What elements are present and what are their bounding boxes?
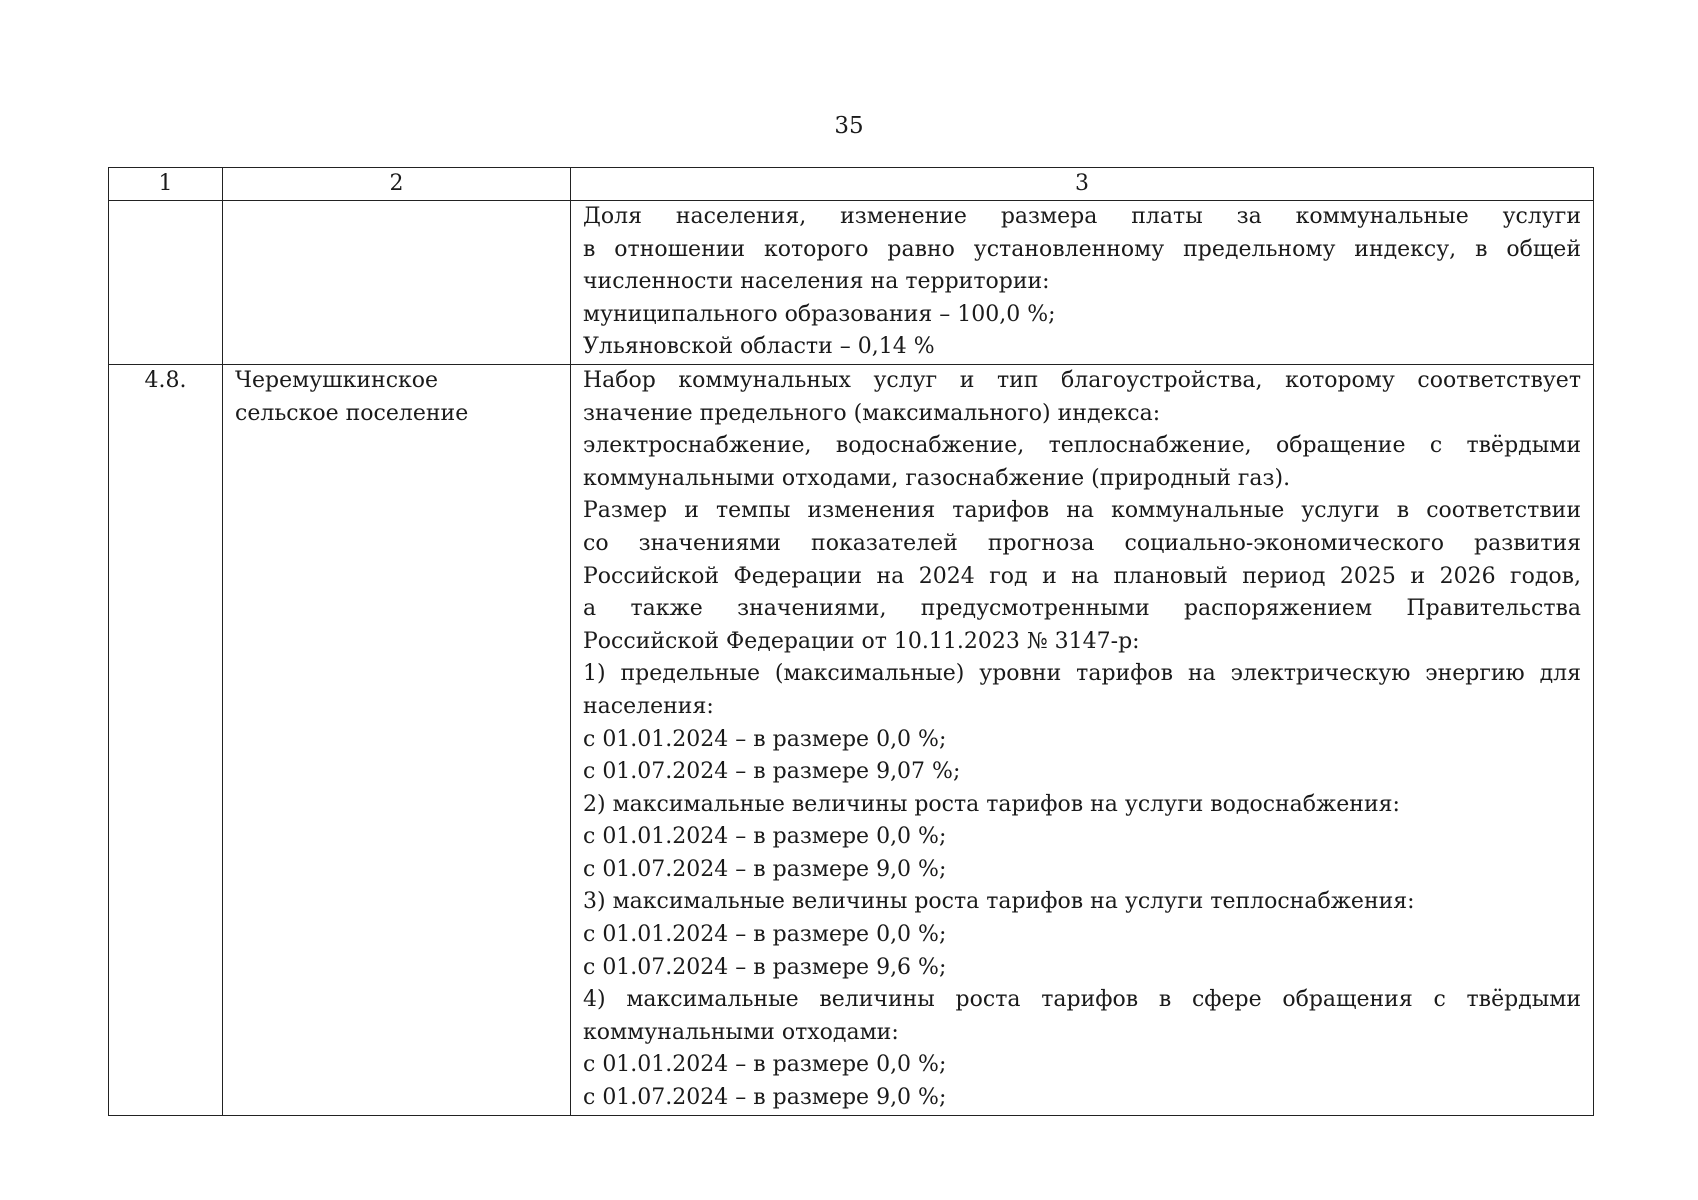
text-line: с 01.01.2024 – в размере 0,0 %; bbox=[583, 726, 947, 752]
cell-content-4-8 bbox=[571, 364, 1594, 1115]
text-line: с 01.01.2024 – в размере 0,0 %; bbox=[583, 1052, 947, 1078]
table-row-4-8 bbox=[109, 364, 1594, 1115]
text-line: численности населения на территории: bbox=[583, 269, 1050, 295]
text-line: Размер и темпы изменения тарифов на коммунальные услуги в соответствии bbox=[583, 498, 1581, 524]
page-number: 35 bbox=[834, 113, 864, 139]
row-4-8-text bbox=[583, 365, 1581, 1115]
text-line: Набор коммунальных услуг и тип благоустройства, которому соответствует bbox=[583, 367, 1581, 393]
text-line: Доля населения, изменение размера платы за коммунальные услуги bbox=[583, 204, 1581, 229]
cell-number-empty bbox=[109, 201, 223, 365]
cell-settlement-name bbox=[223, 364, 571, 1115]
text-line: со значениями показателей прогноза социально-экономического развития bbox=[583, 530, 1581, 556]
header-col-2: 2 bbox=[223, 168, 571, 201]
text-line: Ульяновской области – 0,14 % bbox=[583, 334, 935, 360]
tariff-table bbox=[108, 167, 1594, 1116]
text-line: электроснабжение, водоснабжение, теплоснабжение, обращение с твёрдыми bbox=[583, 433, 1581, 459]
settlement-name-line-1: Черемушкинское bbox=[235, 367, 439, 393]
text-line: коммунальными отходами: bbox=[583, 1019, 899, 1045]
text-line: Российской Федерации от 10.11.2023 № 3147-р: bbox=[583, 628, 1140, 654]
text-line: с 01.01.2024 – в размере 0,0 %; bbox=[583, 824, 947, 850]
text-line: значение предельного (максимального) индекса: bbox=[583, 400, 1161, 426]
cell-content-continuation bbox=[571, 201, 1594, 365]
text-line: Российской Федерации на 2024 год и на плановый период 2025 и 2026 годов, bbox=[583, 563, 1581, 589]
text-line: с 01.07.2024 – в размере 9,0 %; bbox=[583, 856, 947, 882]
text-line: с 01.01.2024 – в размере 0,0 %; bbox=[583, 922, 947, 948]
text-line: а также значениями, предусмотренными распоряжением Правительства bbox=[583, 596, 1581, 622]
text-line: с 01.07.2024 – в размере 9,07 %; bbox=[583, 759, 961, 785]
text-line: с 01.07.2024 – в размере 9,0 %; bbox=[583, 1085, 947, 1111]
cell-number: 4.8. bbox=[109, 364, 223, 1115]
header-col-1: 1 bbox=[109, 168, 223, 201]
text-line: 2) максимальные величины роста тарифов на услуги водоснабжения: bbox=[583, 791, 1400, 817]
text-line: 1) предельные (максимальные) уровни тарифов на электрическую энергию для bbox=[583, 661, 1581, 687]
text-line: коммунальными отходами, газоснабжение (природный газ). bbox=[583, 465, 1291, 491]
text-line: 4) максимальные величины роста тарифов в сфере обращения с твёрдыми bbox=[583, 987, 1581, 1013]
text-line: муниципального образования – 100,0 %; bbox=[583, 301, 1056, 327]
table-header-row bbox=[109, 168, 1594, 201]
text-line: 3) максимальные величины роста тарифов на услуги теплоснабжения: bbox=[583, 889, 1415, 915]
text-line: населения: bbox=[583, 693, 714, 719]
table-row-continuation bbox=[109, 201, 1594, 365]
continuation-text bbox=[583, 201, 1581, 364]
header-col-3: 3 bbox=[571, 168, 1594, 201]
text-line: с 01.07.2024 – в размере 9,6 %; bbox=[583, 954, 947, 980]
text-line: в отношении которого равно установленному предельному индексу, в общей bbox=[583, 236, 1581, 262]
cell-name-empty bbox=[223, 201, 571, 365]
settlement-name-line-2: сельское поселение bbox=[235, 400, 469, 426]
